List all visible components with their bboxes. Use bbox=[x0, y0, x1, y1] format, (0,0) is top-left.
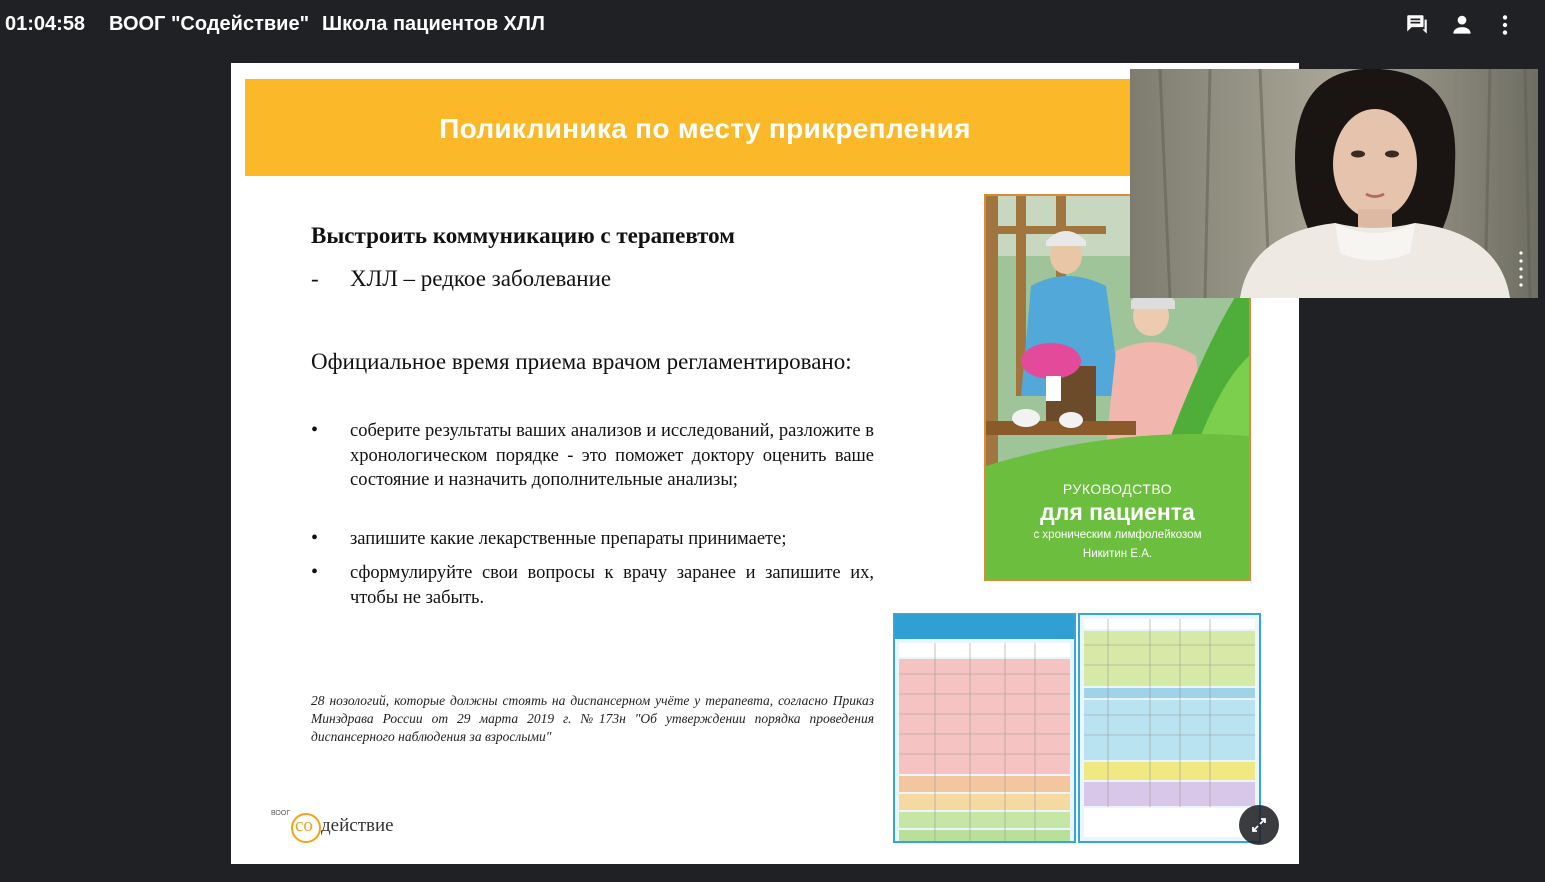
logo-small-text: ВООГ bbox=[271, 810, 291, 817]
dash-marker: - bbox=[311, 266, 319, 291]
top-bar bbox=[0, 0, 1545, 52]
slide-title: Поликлиника по месту прикрепления bbox=[439, 113, 971, 144]
table-grid-illustration-2 bbox=[1080, 615, 1259, 841]
bullet-item: сформулируйте свои вопросы к врачу заранее и запишите их, чтобы не забыть. bbox=[350, 563, 874, 608]
person-icon[interactable] bbox=[1449, 12, 1475, 38]
slide-banner bbox=[245, 79, 1285, 176]
more-vert-icon[interactable] bbox=[1492, 12, 1518, 38]
speaker-video-frame bbox=[1130, 69, 1538, 298]
book-title-line1: РУКОВОДСТВО bbox=[1062, 481, 1173, 497]
bullet-item: соберите результаты ваших анализов и исследований, разложите в хронологическом порядке - это поможет доктору оценить ваше состояние и назначить дополнительные анализы; bbox=[350, 421, 874, 490]
slide-footnote: 28 нозологий, которые должны стоять на диспансерном учёте у терапевта, согласно Приказ Минздрава России от 29 марта 2019 г. №173н "Об утверждении порядка проведения диспансерного наблюдения за взрослыми" bbox=[311, 693, 874, 744]
bullet-item: запишите какие лекарственные препараты принимаете; bbox=[350, 529, 787, 549]
logo-co-text: со bbox=[295, 815, 313, 836]
chat-icon[interactable] bbox=[1404, 12, 1430, 38]
tile-more-icon[interactable] bbox=[1516, 249, 1526, 289]
bullet-marker: • bbox=[311, 527, 319, 549]
slide-heading: Выстроить коммуникацию с терапевтом bbox=[311, 223, 735, 248]
table-grid-illustration bbox=[895, 639, 1074, 843]
participant-video-tile[interactable] bbox=[1130, 69, 1538, 298]
meeting-time: 01:04:58 bbox=[5, 13, 86, 35]
disease-list-table-image bbox=[893, 613, 1076, 843]
book-title-line2: для пациента bbox=[1040, 499, 1195, 525]
table-header-band bbox=[895, 615, 1074, 639]
dash-item: ХЛЛ – редкое заболевание bbox=[350, 266, 612, 291]
meeting-title: Школа пациентов ХЛЛ bbox=[322, 13, 545, 35]
logo-rest-text: действие bbox=[321, 815, 394, 836]
bullet-marker: • bbox=[311, 419, 319, 441]
book-subtitle: с хроническим лимфолейкозом bbox=[1033, 529, 1202, 541]
book-author: Никитин Е.А. bbox=[1082, 548, 1153, 560]
fullscreen-button[interactable] bbox=[1239, 805, 1279, 845]
expand-icon bbox=[1239, 805, 1279, 845]
slide-paragraph: Официальное время приема врачом регламентировано: bbox=[311, 349, 852, 374]
organization-name: ВООГ "Содействие" bbox=[109, 13, 310, 35]
sodeystvie-logo bbox=[271, 807, 431, 843]
disease-list-table-image-2 bbox=[1078, 613, 1261, 843]
bullet-marker: • bbox=[311, 561, 319, 583]
